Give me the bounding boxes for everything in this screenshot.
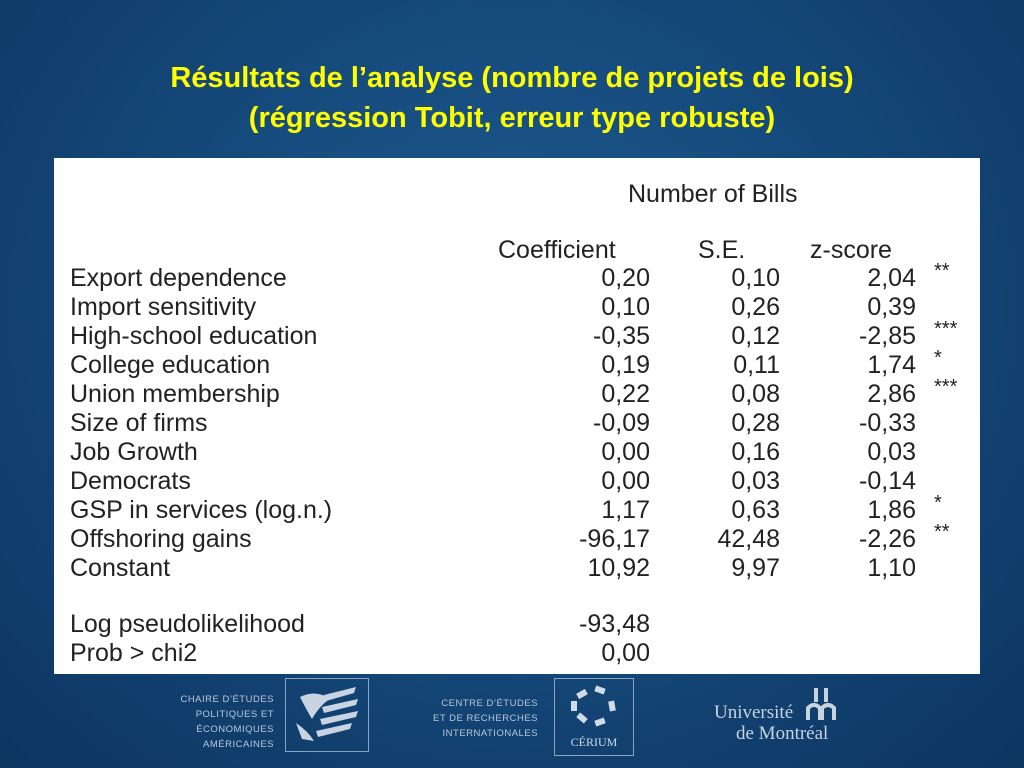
row-label: GSP in services (log.n.) (70, 496, 333, 524)
row-coefficient: 10,92 (587, 554, 650, 582)
table-group-header: Number of Bills (628, 180, 798, 208)
cerium-logo (554, 678, 634, 756)
chaire-text: CHAIRE D’ÉTUDES POLITIQUES ET ÉCONOMIQUES AMÉRICAINES (180, 694, 274, 750)
row-label: Offshoring gains (70, 525, 252, 553)
regression-table (54, 158, 980, 674)
column-header-coefficient: Coefficient (498, 236, 616, 264)
udm-wordmark: Université de Montréal (714, 702, 829, 744)
cerium-label: CÉRIUM (570, 735, 618, 749)
row-significance: * (934, 347, 942, 369)
slide-title (0, 58, 1024, 138)
row-zscore: 1,86 (867, 496, 916, 524)
row-zscore: 2,04 (867, 264, 916, 292)
row-label: Size of firms (70, 409, 208, 437)
title-line-2: (régression Tobit, erreur type robuste) (248, 102, 776, 134)
footer-logos (0, 676, 1024, 768)
stat-value: -93,48 (579, 610, 650, 638)
chaire-logo-mark (286, 679, 368, 751)
row-se: 0,28 (731, 409, 780, 437)
row-zscore: 0,39 (867, 293, 916, 321)
row-zscore: -2,85 (859, 322, 916, 350)
row-coefficient: 1,17 (601, 496, 650, 524)
row-coefficient: 0,00 (601, 467, 650, 495)
row-coefficient: -96,17 (579, 525, 650, 553)
row-label: Import sensitivity (70, 293, 257, 321)
row-significance: *** (934, 376, 958, 398)
row-se: 0,10 (731, 264, 780, 292)
row-se: 0,12 (731, 322, 780, 350)
row-se: 0,03 (731, 467, 780, 495)
row-label: High-school education (70, 322, 318, 350)
row-label: Constant (70, 554, 171, 582)
row-significance: * (934, 492, 942, 514)
row-se: 0,11 (733, 351, 780, 379)
column-header-se: S.E. (698, 236, 746, 264)
row-se: 0,16 (731, 438, 780, 466)
row-zscore: 2,86 (867, 380, 916, 408)
row-label: Export dependence (70, 264, 287, 292)
row-significance: ** (934, 521, 950, 543)
row-se: 0,63 (731, 496, 780, 524)
row-se: 0,26 (731, 293, 780, 321)
row-coefficient: 0,10 (601, 293, 650, 321)
row-zscore: -2,26 (859, 525, 916, 553)
row-zscore: 0,03 (867, 438, 916, 466)
row-label: Democrats (70, 467, 191, 495)
row-significance: *** (934, 318, 958, 340)
row-coefficient: 0,00 (601, 438, 650, 466)
row-coefficient: 0,22 (601, 380, 650, 408)
row-label: College education (70, 351, 271, 379)
row-zscore: 1,74 (867, 351, 916, 379)
row-significance: ** (934, 260, 950, 282)
row-zscore: -0,33 (859, 409, 916, 437)
udm-emblem (806, 686, 840, 722)
row-se: 0,08 (731, 380, 780, 408)
row-coefficient: 0,19 (601, 351, 650, 379)
row-se: 42,48 (717, 525, 780, 553)
row-zscore: 1,10 (867, 554, 916, 582)
row-coefficient: 0,20 (601, 264, 650, 292)
row-label: Union membership (70, 380, 280, 408)
row-label: Job Growth (70, 438, 198, 466)
stat-label: Log pseudolikelihood (70, 610, 305, 638)
chaire-logo (285, 678, 369, 752)
stat-value: 0,00 (601, 639, 650, 667)
row-se: 9,97 (731, 554, 780, 582)
row-coefficient: -0,09 (593, 409, 650, 437)
centre-text: CENTRE D’ÉTUDES ET DE RECHERCHES INTERNATIONALES (433, 698, 538, 739)
row-coefficient: -0,35 (593, 322, 650, 350)
stat-label: Prob > chi2 (70, 639, 198, 667)
title-line-1: Résultats de l’analyse (nombre de projets de lois) (170, 62, 854, 94)
column-header-zscore: z-score (810, 236, 892, 264)
row-zscore: -0,14 (859, 467, 916, 495)
cerium-logo-mark (555, 679, 633, 735)
